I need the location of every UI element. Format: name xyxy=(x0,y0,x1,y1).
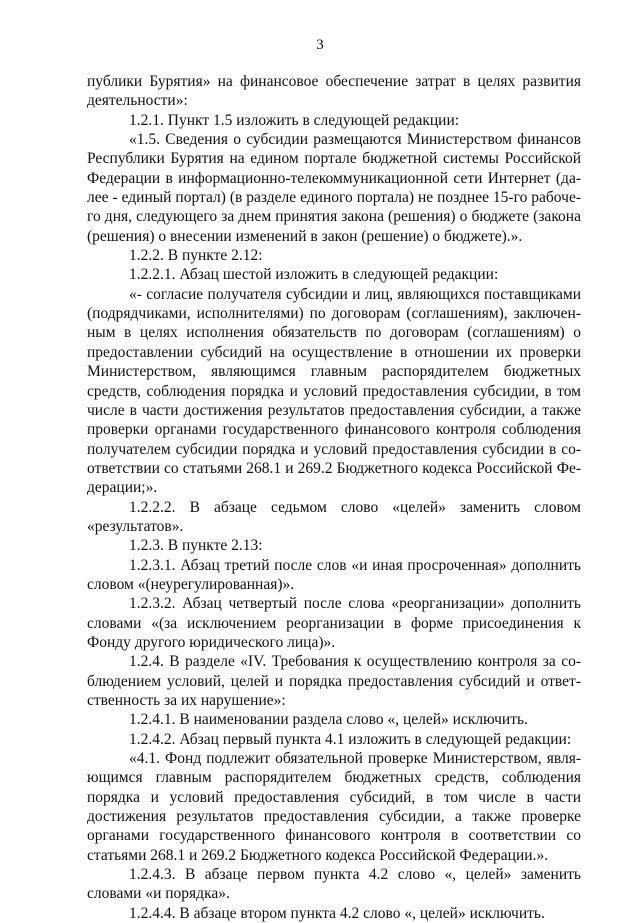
paragraph-1-2-2-1: 1.2.2.1. Абзац шестой изложить в следующей редакции: xyxy=(129,266,499,284)
paragraph-1-2-1: 1.2.1. Пункт 1.5 изложить в следующей редакции: xyxy=(129,111,460,129)
document-body xyxy=(87,72,581,923)
paragraph-quote-consent: «- согласие получателя субсидии и лиц, являющихся поставщиками (подрядчиками, исполнителями) по договорам (соглашениям), заключенным в целях исполнения обязательств по договорам (соглашениям) о предоставлении субсидий на осуществление в отношении их проверки Министерством, являющимся главным распорядителем бюджетных средств, соблюдения порядка и условий предоставления субсидии, в том числе в части достижения результатов предоставления субсидии, а также проверки органами государственного финансового контроля соблюдения получателем субсидии порядка и условий предоставления субсидии в соответствии со статьями 268.1 и 269.2 Бюджетного кодекса Российской Федерации;». xyxy=(87,285,581,497)
paragraph-1-2-4-1: 1.2.4.1. В наименовании раздела слово «, целей» исключить. xyxy=(129,711,528,729)
paragraph-1-2-4-2: 1.2.4.2. Абзац первый пункта 4.1 изложить в следующей редакции: xyxy=(129,730,572,748)
paragraph-1-2-3-2: 1.2.3.2. Абзац четвертый после слова «реорганизации» дополнить словами «(за исключением реорганизации в форме присоединения к Фонду другого юридического лица)». xyxy=(87,595,581,651)
paragraph-1-2-3-1: 1.2.3.1. Абзац третий после слов «и иная просроченная» дополнить словом «(неурегулированная)». xyxy=(87,556,581,593)
paragraph-1-2-2-2: 1.2.2.2. В абзаце седьмом слово «целей» заменить словом «результатов». xyxy=(87,498,581,535)
paragraph-1-2-2: 1.2.2. В пункте 2.12: xyxy=(129,247,263,265)
paragraph-1-2-3: 1.2.3. В пункте 2.13: xyxy=(129,537,263,555)
page-number: 3 xyxy=(316,37,324,53)
paragraph-quote-4-1: «4.1. Фонд подлежит обязательной проверке Министерством, являющимся главным распорядителем бюджетных средств, соблюдения порядка и условий предоставления субсидий, в том числе в части достижения результатов предоставления субсидии, а также проверке органами государственного финансового контроля в соответствии со статьями 268.1 и 269.2 Бюджетного кодекса Российской Федерации.». xyxy=(87,750,581,864)
paragraph-quote-1-5: «1.5. Сведения о субсидии размещаются Министерством финансов Республики Бурятия на едином портале бюджетной системы Российской Федерации в информационно-телекоммуникационной сети Интернет (далее - единый портал) (в разделе единого портала) не позднее 15-го рабочего дня, следующего за днем принятия закона (решения) о бюджете (закона (решения) о внесении изменений в закон (решение) о бюджете).». xyxy=(87,131,581,245)
paragraph-1-2-4: 1.2.4. В разделе «IV. Требования к осуществлению контроля за соблюдением условий, целей и порядка предоставления субсидий и ответственность за их нарушение»: xyxy=(87,653,581,709)
paragraph-1-2-4-3: 1.2.4.3. В абзаце первом пункта 4.2 слово «, целей» заменить словами «и порядка». xyxy=(87,866,581,903)
paragraph-continuation: публики Бурятия» на финансовое обеспечение затрат в целях развития деятельности»: xyxy=(87,73,581,110)
paragraph-1-2-4-4: 1.2.4.4. В абзаце втором пункта 4.2 слово «, целей» исключить. xyxy=(129,904,545,922)
